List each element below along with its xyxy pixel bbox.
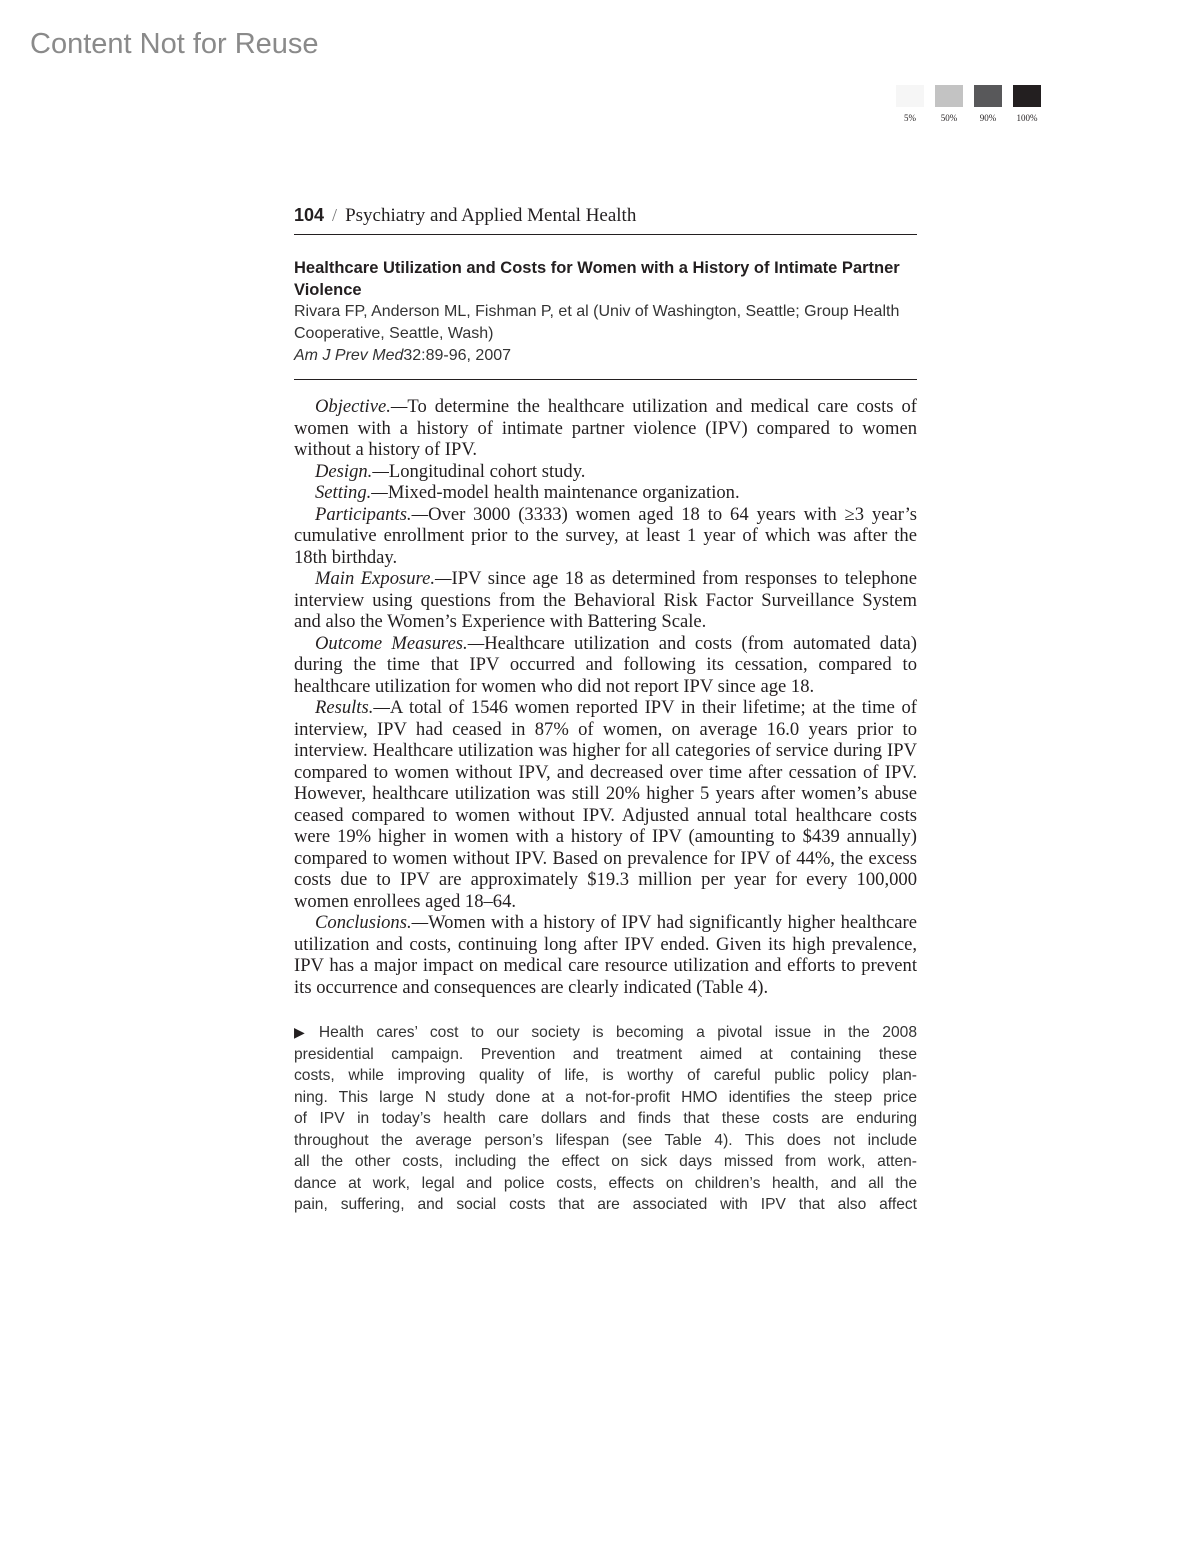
abstract-section-text: Healthcare utilization and costs (from automated data) during the time that IPV occurred and following its cessation, compared to healthcare utilization for women who did not report IPV since age 18. bbox=[294, 632, 917, 697]
abstract-paragraph bbox=[294, 482, 917, 504]
swatch-5 bbox=[896, 85, 924, 123]
abstract-section-label: Outcome Measures.— bbox=[315, 632, 485, 654]
article-title: Healthcare Utilization and Costs for Women with a History of Intimate Partner Violence bbox=[294, 259, 900, 299]
swatch-box bbox=[935, 85, 963, 107]
commentary-line: pain, suffering, and social costs that are associated with IPV that also affect bbox=[294, 1196, 917, 1213]
abstract-section-text: Longitudinal cohort study. bbox=[388, 460, 586, 482]
commentary-line: all the other costs, including the effect on sick days missed from work, atten- bbox=[294, 1153, 917, 1170]
abstract-section-label: Participants.— bbox=[315, 503, 429, 525]
swatch-box bbox=[896, 85, 924, 107]
abstract-section-label: Conclusions.— bbox=[315, 912, 429, 933]
abstract-section-text: Women with a history of IPV had significantly higher healthcare utilization and costs, continuing long after IPV ended. Given its high prevalence, IPV has a major impact on medical care resource utilization and efforts to prevent its occurrence and consequences are clearly indicated (Table 4). bbox=[294, 912, 917, 998]
citation-journal: Am J Prev Med bbox=[294, 347, 404, 364]
commentary-line: throughout the average person’s lifespan (see Table 4). This does not include bbox=[294, 1131, 917, 1149]
abstract-section-label: Objective.— bbox=[315, 396, 408, 417]
commentary-line: ning. This large N study done at a not-for-profit HMO identifies the steep price bbox=[294, 1088, 917, 1106]
abstract-section-text: IPV since age 18 as determined from responses to telephone interview using questions from the Behavioral Risk Factor Surveillance System and also the Women’s Experience with Battering Scale. bbox=[294, 568, 917, 632]
commentary-line bbox=[294, 1022, 917, 1044]
citation-details: 32:89-96, 2007 bbox=[403, 347, 512, 364]
article-citation bbox=[294, 345, 917, 367]
abstract-section-text: Over 3000 (3333) women aged 18 to 64 years with ≥3 year’s cumulative enrollment prior to the survey, at least 1 year of which was after the 18th birthday. bbox=[294, 503, 917, 568]
abstract-section-label: Main Exposure.— bbox=[315, 568, 452, 589]
article-authors: Rivara FP, Anderson ML, Fishman P, et al (Univ of Washington, Seattle; Group Health Cooperative, Seattle, Wash) bbox=[294, 303, 900, 342]
abstract-paragraph bbox=[294, 568, 917, 633]
commentary bbox=[294, 1022, 917, 1216]
triangle-marker-icon: ▶ bbox=[294, 1024, 313, 1040]
swatch-box bbox=[1013, 85, 1041, 107]
abstract-section-label: Design.— bbox=[315, 460, 389, 482]
watermark-text: Content Not for Reuse bbox=[30, 28, 319, 60]
journal-title: Psychiatry and Applied Mental Health bbox=[345, 205, 637, 226]
commentary-line: costs, while improving quality of life, is worthy of careful public policy plan- bbox=[294, 1067, 917, 1084]
abstract-paragraph bbox=[294, 697, 917, 912]
running-head bbox=[294, 205, 917, 235]
page-number: 104 bbox=[294, 205, 325, 225]
abstract-paragraph bbox=[294, 461, 917, 483]
swatch-label: 90% bbox=[979, 113, 997, 123]
commentary-line: of IPV in today’s health care dollars and finds that these costs are enduring bbox=[294, 1110, 917, 1127]
running-head-separator: / bbox=[332, 205, 338, 225]
abstract-section-text: A total of 1546 women reported IPV in their lifetime; at the time of interview, IPV had ceased in 87% of women, on average 16.0 years prior to interview. Healthcare utilization was higher for all categories of service during IPV compared to women without IPV, and decreased over time after cessation of IPV. However, healthcare utilization was still 20% higher 5 years after women’s abuse ceased compared to women without IPV. Adjusted annual total healthcare costs were 19% higher in women with a history of IPV (amounting to $439 annually) compared to women without IPV. Based on prevalence for IPV of 44%, the excess costs due to IPV are approximately $19.3 million per year for every 100,000 women enrollees aged 18–64. bbox=[294, 697, 917, 912]
commentary-line: presidential campaign. Prevention and treatment aimed at containing these bbox=[294, 1045, 917, 1063]
swatch-90 bbox=[974, 85, 1002, 123]
abstract bbox=[294, 396, 917, 998]
abstract-paragraph bbox=[294, 504, 917, 569]
commentary-text: Health cares’ cost to our society is becoming a pivotal issue in the 2008 bbox=[318, 1024, 917, 1041]
article-header bbox=[294, 235, 917, 380]
abstract-paragraph bbox=[294, 912, 917, 998]
abstract-paragraph bbox=[294, 396, 917, 461]
commentary-line: dance at work, legal and police costs, effects on children’s health, and all the bbox=[294, 1174, 917, 1192]
abstract-section-text: Mixed-model health maintenance organization. bbox=[387, 482, 740, 503]
swatch-100 bbox=[1013, 85, 1041, 123]
swatch-label: 50% bbox=[940, 113, 958, 123]
journal-page bbox=[294, 205, 917, 1216]
abstract-section-label: Results.— bbox=[315, 697, 390, 718]
swatch-box bbox=[974, 85, 1002, 107]
abstract-paragraph bbox=[294, 633, 917, 698]
swatch-label: 5% bbox=[904, 113, 916, 123]
swatch-50 bbox=[935, 85, 963, 123]
abstract-section-label: Setting.— bbox=[315, 482, 388, 503]
swatch-label: 100% bbox=[1016, 113, 1038, 123]
abstract-section-text: To determine the healthcare utilization and medical care costs of women with a history of intimate partner violence (IPV) compared to women without a history of IPV. bbox=[294, 396, 917, 460]
color-calibration-swatches bbox=[896, 85, 1041, 123]
